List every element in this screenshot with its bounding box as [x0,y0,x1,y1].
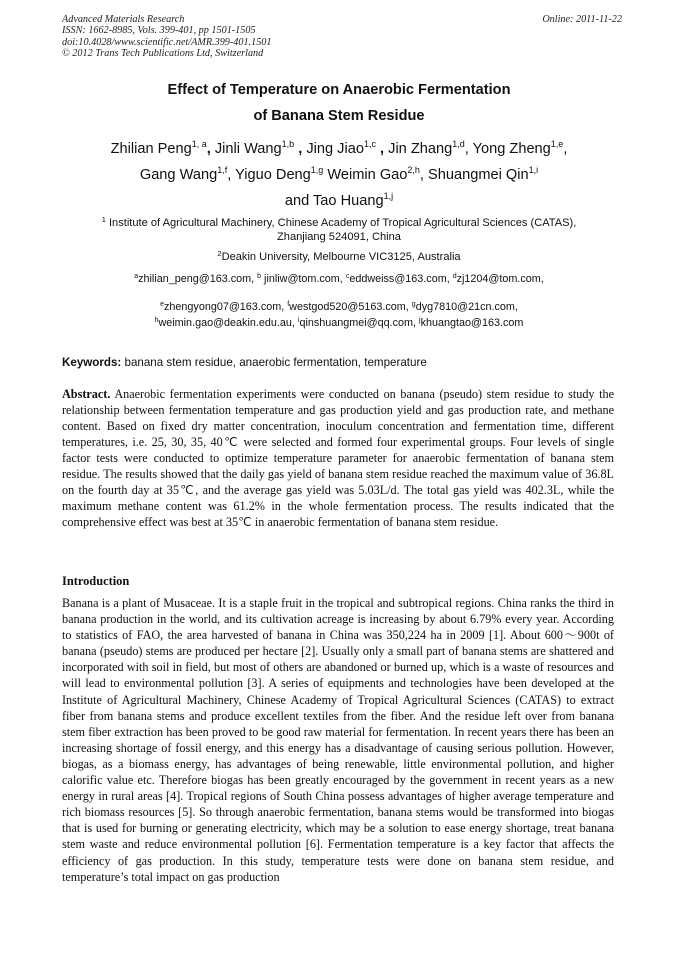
email-address: westgod520@5163.com, [289,301,412,313]
introduction-heading: Introduction [62,574,130,588]
email-address: jinliw@tom.com, [261,273,346,285]
email-sup: b [257,273,262,280]
author-sup: 1,f [217,165,228,175]
email-address: dyg7810@21cn.com, [415,301,518,313]
email-sup: i [297,317,300,324]
author-separator: , [227,167,236,183]
affiliation-sup: 1 [101,215,106,224]
email-sup: e [160,301,164,308]
online-date: Online: 2011-11-22 [542,14,622,25]
author-separator: , [375,141,389,157]
email-address: eddweiss@163.com, [349,273,453,285]
author-sup: 1,c [363,139,376,149]
issn: ISSN: 1662-8985, Vols. 399-401, pp 1501-1505 [62,25,256,37]
abstract-label: Abstract. [62,387,111,401]
author-sup: 1,b [281,139,295,149]
author-name: Yiguo Deng [235,167,311,183]
affiliation-text: Institute of Agricultural Machinery, Chinese Academy of Tropical Agricultural Sciences (CATAS), [105,217,577,229]
author-line-1 [0,140,678,158]
author-name: Yong Zheng [472,141,551,157]
copyright: © 2012 Trans Tech Publications Ltd, Switzerland [62,48,264,60]
affiliation-sup: 2 [217,249,222,258]
author-line-3 [0,192,678,210]
author-sup: 1,g [310,165,324,175]
email-sup: j [419,317,421,324]
author-sup: 2,h [407,165,420,175]
introduction-text: Banana is a plant of Musaceae. It is a staple fruit in the tropical and subtropical regions. China ranks the third in banana production in the world, and its cultivation acreage is increasing by about 6.79% every year. According to statistics of FAO, the area harvested of banana in China was 350,224 ha in 2009 [1]. About 600～900t of banana (pseudo) stems are produced per hectare [2]. Usually only a small part of banana stems are shattered and incorporated with soil in field, but most of others are abandoned or burned up, which is a waste of resources and will lead to environmental pollution [3]. A series of equipments and technologies have been developed at the Institute of Agricultural Machinery, Chinese Academy of Tropical Agricultural Sciences (CATAS) to extract fiber from banana stems and produce excellent textiles from the fiber. And the residue left over from banana stem fiber extraction has been proved to be good raw material for fermentation. In recent years there has been an increasing shortage of fossil energy, and this energy has a disadvantage of causing serious pollution. However, biogas, as a biomass energy, has advantages of being renewable, little environmental pollution, and higher calorific value etc. Therefore biogas has been greatly encouraged by the government in recent years as a new energy in rural areas [4]. Tropical regions of South China possess advantages of higher average temperature and rich biomass resources [5]. So through anaerobic fermentation, banana stems would be transformed into biogas that is used for burning or generating electricity, which may be a solution to ease energy shortage, treat banana stem waste and reduce environmental pollution [6]. Fermentation temperature is a key factor that affects the efficiency of gas production. In this study, temperature tests were done on banana stem residue, and temperature’s total impact on gas production [62,596,614,884]
abstract-text: Anaerobic fermentation experiments were conducted on banana (pseudo) stem residue to study the relationship between fermentation temperature and gas production yield and gas production rate, and methane content. Based on fixed dry matter concentration, inoculum concentration and fermentation time, different temperatures, i.e. 25, 30, 35, 40℃ were selected and formed four experimental groups. Four levels of single factor tests were conducted to optimize temperature parameter for anaerobic fermentation of banana stem residue. The results showed that the daily gas yield of banana stem residue reached the maximum value of 36.8L on the fourth day at 35℃, and the average gas yield was 5.03L/d. The total gas yield was 402.3L, while the maximum methane content was 61.2% in the whole fermentation process. The results indicated that the comprehensive effect was best at 35℃ in anaerobic fermentation of banana stem residue. [62,387,614,529]
paper-title-line2: of Banana Stem Residue [253,108,425,124]
author-name: Weimin Gao [327,167,408,183]
email-address: zhengyong07@163.com, [164,301,288,313]
email-address: zj1204@tom.com, [456,273,544,285]
author-separator: , [563,141,568,157]
paper-title-line1: Effect of Temperature on Anaerobic Fermentation [167,82,511,98]
email-line-3 [40,316,638,330]
affiliation-text: Deakin University, Melbourne VIC3125, Australia [221,251,461,263]
author-line-2 [0,166,678,184]
author-name: Jin Zhang [388,141,453,157]
email-sup: a [134,273,139,280]
abstract [62,386,614,530]
email-line-1 [40,272,638,286]
author-sup: 1,d [452,139,465,149]
affiliation-1 [62,216,616,244]
author-sup: 1,i [528,165,539,175]
doi: doi:10.4028/www.scientific.net/AMR.399-401.1501 [62,36,272,48]
email-address: weimin.gao@deakin.edu.au, [158,317,298,329]
journal-meta [62,14,622,60]
email-sup: c [345,273,350,280]
author-name: Gang Wang [139,167,218,183]
email-sup: f [287,301,290,308]
author-name: and Tao Huang [284,193,384,209]
keywords-text: banana stem residue, anaerobic fermentation, temperature [121,356,427,369]
author-separator: , [206,141,215,157]
author-sup: 1, a [191,139,207,149]
author-name: Shuangmei Qin [428,167,529,183]
author-name: Jing Jiao [306,141,364,157]
author-separator: , [464,141,473,157]
keywords [62,356,622,369]
author-sup: 1,e [550,139,564,149]
author-sup: 1,j [383,191,394,201]
affiliation-2 [62,250,616,264]
email-address: qinshuangmei@qq.com, [299,317,420,329]
affiliation-text: Zhanjiang 524091, China [277,231,401,243]
author-separator: , [294,141,307,157]
email-sup: h [154,317,159,324]
email-address: khuangtao@163.com [420,317,524,329]
email-sup: g [411,301,416,308]
author-name: Zhilian Peng [110,141,192,157]
email-line-2 [40,300,638,314]
author-separator: , [419,167,429,183]
email-sup: d [452,273,457,280]
email-address: zhilian_peng@163.com, [138,273,258,285]
author-name: Jinli Wang [214,141,282,157]
journal-name: Advanced Materials Research [62,14,185,25]
keywords-label: Keywords: [62,356,122,369]
